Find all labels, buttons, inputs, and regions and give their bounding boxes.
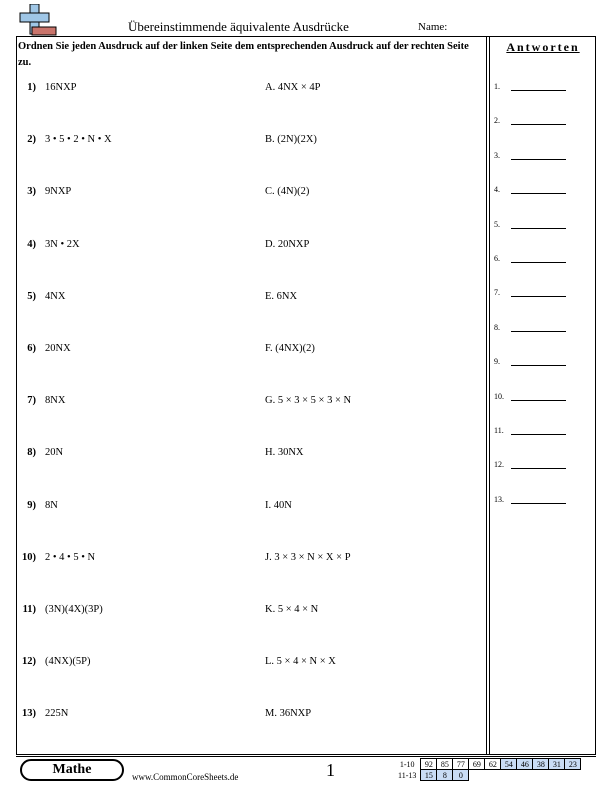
problem-expression: 4NX xyxy=(45,291,66,302)
problem-expression: 16NXP xyxy=(45,82,77,93)
answer-row xyxy=(494,217,594,231)
problem-number: 12) xyxy=(22,656,36,667)
answers-title: Antworten xyxy=(506,40,580,54)
answer-number: 12. xyxy=(494,460,504,469)
answer-row xyxy=(494,113,594,127)
answer-blank[interactable] xyxy=(511,434,566,435)
choice-item: J. 3 × 3 × N × X × P xyxy=(265,552,351,563)
problem-number: 4) xyxy=(27,239,36,250)
choice-item: M. 36NXP xyxy=(265,708,312,719)
choice-item: I. 40N xyxy=(265,500,292,511)
problem-expression: 8NX xyxy=(45,395,66,406)
problem-number: 10) xyxy=(22,552,36,563)
score-cell: 38 xyxy=(533,759,549,770)
problem-expression: 8N xyxy=(45,500,58,511)
score-cell: 69 xyxy=(469,759,485,770)
choice-item: K. 5 × 4 × N xyxy=(265,604,319,615)
answer-blank[interactable] xyxy=(511,159,566,160)
answer-number: 5. xyxy=(494,220,500,229)
answer-blank[interactable] xyxy=(511,400,566,401)
problem-number: 1) xyxy=(27,82,36,93)
answer-column-divider-inner xyxy=(489,37,490,755)
score-cell: 92 xyxy=(421,759,437,770)
problem-expression: 3N • 2X xyxy=(45,239,80,250)
answer-blank[interactable] xyxy=(511,365,566,366)
score-cell: 23 xyxy=(565,759,581,770)
choice-item: A. 4NX × 4P xyxy=(265,82,321,93)
worksheet-title: Übereinstimmende äquivalente Ausdrücke xyxy=(128,19,349,34)
answer-row xyxy=(494,285,594,299)
score-row-label: 1-10 xyxy=(399,759,415,769)
choice-item: H. 30NX xyxy=(265,447,304,458)
answer-number: 4. xyxy=(494,185,500,194)
choice-item: F. (4NX)(2) xyxy=(265,343,315,354)
problem-expression: (4NX)(5P) xyxy=(45,656,91,667)
answer-blank[interactable] xyxy=(511,124,566,125)
score-row-label: 11-13 xyxy=(398,770,417,780)
answer-blank[interactable] xyxy=(511,296,566,297)
answer-number: 10. xyxy=(494,392,504,401)
answer-blank[interactable] xyxy=(511,262,566,263)
score-cell: 46 xyxy=(517,759,533,770)
problem-expression: 20N xyxy=(45,447,64,458)
answer-blank[interactable] xyxy=(511,90,566,91)
problem-number: 2) xyxy=(27,134,36,145)
name-label: Name: xyxy=(418,21,448,33)
score-cell: 0 xyxy=(453,770,469,781)
answer-number: 13. xyxy=(494,495,504,504)
answer-row xyxy=(494,492,594,506)
choice-item: D. 20NXP xyxy=(265,239,310,250)
score-cell: 77 xyxy=(453,759,469,770)
problem-expression: 225N xyxy=(45,708,69,719)
subject-badge: Mathe xyxy=(20,759,124,781)
problem-expression: 2 • 4 • 5 • N xyxy=(45,552,96,563)
answer-number: 1. xyxy=(494,82,500,91)
problem-expression: (3N)(4X)(3P) xyxy=(45,604,103,615)
answer-blank[interactable] xyxy=(511,503,566,504)
answer-blank[interactable] xyxy=(511,193,566,194)
answer-row xyxy=(494,320,594,334)
answer-number: 2. xyxy=(494,116,500,125)
score-cell: 62 xyxy=(485,759,501,770)
problem-number: 3) xyxy=(27,186,36,197)
problem-expression: 9NXP xyxy=(45,186,72,197)
answer-row xyxy=(494,457,594,471)
answer-number: 9. xyxy=(494,357,500,366)
answer-row xyxy=(494,182,594,196)
choice-item: E. 6NX xyxy=(265,291,298,302)
problem-number: 11) xyxy=(22,604,36,615)
choice-item: B. (2N)(2X) xyxy=(265,134,317,145)
problem-number: 7) xyxy=(27,395,36,406)
page-number: 1 xyxy=(326,760,335,780)
score-cell: 31 xyxy=(549,759,565,770)
answer-row xyxy=(494,423,594,437)
cross-logo-icon xyxy=(18,4,58,38)
answer-row xyxy=(494,389,594,403)
choice-item: L. 5 × 4 × N × X xyxy=(265,656,336,667)
problem-number: 9) xyxy=(27,500,36,511)
answer-row xyxy=(494,79,594,93)
footer-divider xyxy=(16,756,596,757)
problem-expression: 20NX xyxy=(45,343,71,354)
answer-number: 11. xyxy=(494,426,504,435)
answer-row xyxy=(494,354,594,368)
score-table xyxy=(396,758,581,781)
answer-number: 7. xyxy=(494,288,500,297)
instructions: Ordnen Sie jeden Ausdruck auf der linken Seite dem entsprechenden Ausdruck auf der rechten Seite zu. xyxy=(18,41,469,68)
choice-item: C. (4N)(2) xyxy=(265,186,310,197)
score-cell: 15 xyxy=(421,770,437,781)
problem-number: 5) xyxy=(27,291,36,302)
answer-row xyxy=(494,251,594,265)
answer-blank[interactable] xyxy=(511,468,566,469)
answer-blank[interactable] xyxy=(511,228,566,229)
choice-item: G. 5 × 3 × 5 × 3 × N xyxy=(265,395,352,406)
site-url: www.CommonCoreSheets.de xyxy=(132,772,239,782)
answer-number: 6. xyxy=(494,254,500,263)
answer-number: 3. xyxy=(494,151,500,160)
problem-number: 8) xyxy=(27,447,36,458)
problem-number: 6) xyxy=(27,343,36,354)
problem-number: 13) xyxy=(22,708,36,719)
answer-number: 8. xyxy=(494,323,500,332)
answer-row xyxy=(494,148,594,162)
answer-blank[interactable] xyxy=(511,331,566,332)
score-cell: 85 xyxy=(437,759,453,770)
answer-column-divider xyxy=(486,37,487,755)
score-cell: 8 xyxy=(437,770,453,781)
problem-expression: 3 • 5 • 2 • N • X xyxy=(45,134,112,145)
score-cell: 54 xyxy=(501,759,517,770)
